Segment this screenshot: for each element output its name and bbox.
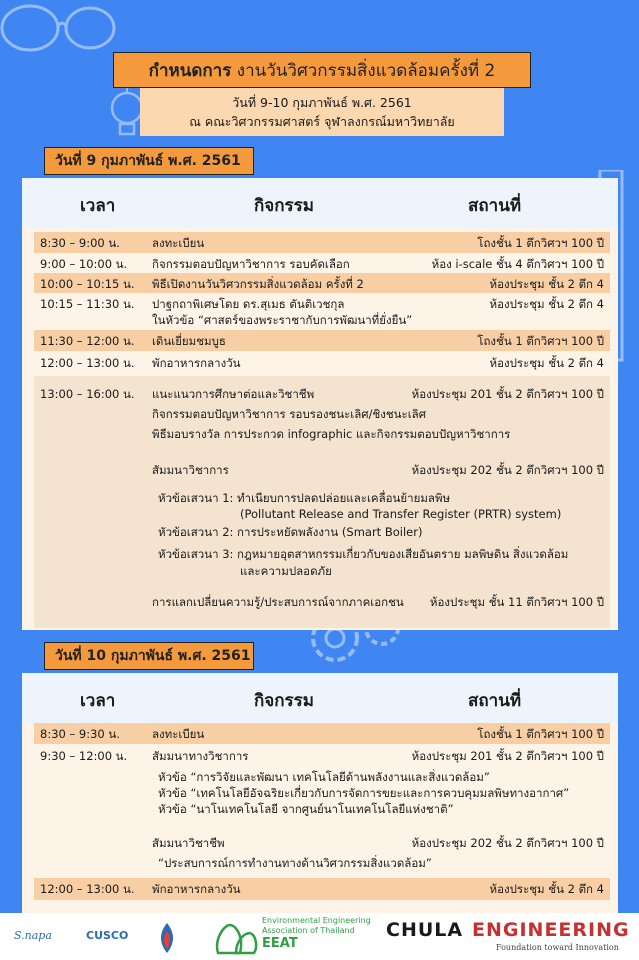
topic-2: หัวข้อเสวนา 2: การประหยัดพลังงาน (Smart Boiler) — [158, 525, 423, 539]
row-time: 8:30 – 9:00 น. — [40, 236, 120, 250]
page-title — [113, 52, 531, 88]
row-time: 9:00 – 10:00 น. — [40, 257, 128, 271]
row-activity-detail: ในหัวข้อ “ศาสตร์ของพระราชากับการพัฒนาที่ยั่งยืน” — [152, 313, 413, 327]
row-time: 8:30 – 9:30 น. — [40, 727, 120, 741]
professional-seminar: สัมมนาวิชาชีพ — [152, 836, 225, 850]
row-place: โถงชั้น 1 ตึกวิศวฯ 100 ปี — [477, 334, 604, 348]
day1-table-header — [22, 178, 618, 228]
row-activity: พักอาหารกลางวัน — [152, 356, 241, 370]
day2-schedule-panel — [22, 673, 618, 913]
title-rest: งานวันวิศวกรรมสิ่งแวดล้อมครั้งที่ 2 — [236, 61, 496, 81]
chula-logo: CHULA — [386, 919, 464, 941]
table-row — [34, 253, 610, 273]
table-row — [34, 352, 610, 374]
academic-topic-1: หัวข้อ “การวิจัยและพัฒนา เทคโนโลยีด้านพลังงานและสิ่งแวดล้อม” — [158, 770, 490, 784]
engineering-logo: ENGINEERING — [472, 919, 630, 941]
snapa-logo: S.napa — [14, 929, 52, 942]
row-place: ห้องประชุม 201 ชั้น 2 ตึกวิศวฯ 100 ปี — [411, 749, 604, 763]
table-row — [34, 878, 610, 900]
row-time: 10:00 – 10:15 น. — [40, 277, 135, 291]
row-activity: ลงทะเบียน — [152, 727, 205, 741]
event-subtitle — [140, 88, 504, 136]
eeat-name — [262, 916, 371, 952]
col-time-header: เวลา — [80, 691, 116, 711]
day1-schedule-panel — [22, 178, 618, 630]
topic-3: หัวข้อเสวนา 3: กฎหมายอุตสาหกรรมเกี่ยวกับของเสียอันตราย มลพิษดิน สิ่งแวดล้อม — [158, 547, 569, 561]
col-place-header: สถานที่ — [468, 691, 522, 711]
row-activity: พักอาหารกลางวัน — [152, 882, 241, 896]
engineering-tagline: Foundation toward Innovation — [496, 943, 619, 952]
seminar-place: ห้องประชุม 202 ชั้น 2 ตึกวิศวฯ 100 ปี — [411, 463, 604, 477]
topic-1: หัวข้อเสวนา 1: ทำเนียบการปลดปล่อยและเคลื่อนย้ายมลพิษ — [158, 491, 451, 505]
row-time: 12:00 – 13:00 น. — [40, 356, 135, 370]
cusco-logo: CUSCO — [86, 929, 129, 942]
professional-seminar-topic: “ประสบการณ์การทำงานทางด้านวิศวกรรมสิ่งแวดล้อม” — [158, 856, 432, 870]
eeat-tree-logo-icon — [214, 919, 258, 955]
row-time: 9:30 – 12:00 น. — [40, 749, 128, 763]
row-activity: ปาฐกถาพิเศษโดย ดร.สุเมธ ตันติเวชกุล — [152, 297, 345, 311]
table-row — [34, 723, 610, 744]
eeat-line1: Environmental Engineering — [262, 916, 371, 925]
day2-table-header — [22, 673, 618, 723]
col-activity-header: กิจกรรม — [254, 196, 315, 216]
academic-topic-3: หัวข้อ “นาโนเทคโนโลยี จากศูนย์นาโนเทคโนโลยีแห่งชาติ” — [158, 802, 454, 816]
table-row — [34, 293, 610, 329]
event-venue: ณ คณะวิศวกรรมศาสตร์ จุฬาลงกรณ์มหาวิทยาลัย — [189, 114, 455, 129]
private-exchange-place: ห้องประชุม ชั้น 11 ตึกวิศวฯ 100 ปี — [429, 595, 604, 609]
day2-label: วันที่ 10 กุมภาพันธ์ พ.ศ. 2561 — [44, 642, 254, 670]
col-place-header: สถานที่ — [468, 196, 522, 216]
row-activity: กิจกรรมตอบปัญหาวิชาการ รอบคัดเลือก — [152, 257, 350, 271]
afternoon-block — [34, 376, 610, 628]
table-row — [34, 330, 610, 351]
seminar-title: สัมมนาวิชาการ — [152, 463, 229, 477]
table-row — [34, 232, 610, 253]
row-place: โถงชั้น 1 ตึกวิศวฯ 100 ปี — [477, 236, 604, 250]
row-activity: พิธีเปิดงานวันวิศวกรรมสิ่งแวดล้อม ครั้งที่ 2 — [152, 277, 364, 291]
row-place: ห้อง i-scale ชั้น 4 ตึกวิศวฯ 100 ปี — [431, 257, 604, 271]
row-place: ห้องประชุม ชั้น 2 ตึก 4 — [489, 297, 604, 311]
row-place: ห้องประชุม ชั้น 2 ตึก 4 — [489, 356, 604, 370]
sponsor-footer — [0, 913, 639, 960]
row-activity: สัมมนาทางวิชาการ — [152, 749, 249, 763]
topic-3-detail: และความปลอดภัย — [240, 564, 332, 578]
event-date: วันที่ 9-10 กุมภาพันธ์ พ.ศ. 2561 — [232, 95, 412, 110]
col-time-header: เวลา — [80, 196, 116, 216]
row-activity: เดินเยี่ยมชมบูธ — [152, 334, 226, 348]
university-emblem-icon — [155, 921, 179, 955]
award-ceremony: พิธีมอบรางวัล การประกวด infographic และกิจกรรมตอบปัญหาวิชาการ — [152, 427, 511, 441]
row-place: โถงชั้น 1 ตึกวิศวฯ 100 ปี — [477, 727, 604, 741]
table-row — [34, 745, 610, 879]
eeat-line2: Association of Thailand — [262, 926, 355, 935]
row-time: 12:00 – 13:00 น. — [40, 882, 135, 896]
row-place: ห้องประชุม ชั้น 2 ตึก 4 — [489, 882, 604, 896]
eeat-abbr: EEAT — [262, 936, 298, 951]
table-row — [34, 273, 610, 293]
row-time: 10:15 – 11:30 น. — [40, 297, 135, 311]
career-guidance-place: ห้องประชุม 201 ชั้น 2 ตึกวิศวฯ 100 ปี — [411, 387, 604, 401]
private-exchange: การแลกเปลี่ยนความรู้/ประสบการณ์จากภาคเอกชน — [152, 595, 404, 609]
topic-1-detail: (Pollutant Release and Transfer Register (PRTR) system) — [240, 507, 562, 521]
row-activity: ลงทะเบียน — [152, 236, 205, 250]
glasses-doodle-icon — [0, 0, 120, 70]
row-place: ห้องประชุม ชั้น 2 ตึก 4 — [489, 277, 604, 291]
career-guidance: แนะแนวการศึกษาต่อและวิชาชีพ — [152, 387, 315, 401]
quiz-final: กิจกรรมตอบปัญหาวิชาการ รอบรองชนะเลิศ/ชิงชนะเลิศ — [152, 407, 427, 421]
academic-topic-2: หัวข้อ “เทคโนโลยีอัจฉริยะเกี่ยวกับการจัดการขยะและการควบคุมมลพิษทางอากาศ” — [158, 786, 570, 800]
professional-seminar-place: ห้องประชุม 202 ชั้น 2 ตึกวิศวฯ 100 ปี — [411, 836, 604, 850]
row-time: 11:30 – 12:00 น. — [40, 334, 135, 348]
day1-label: วันที่ 9 กุมภาพันธ์ พ.ศ. 2561 — [44, 147, 254, 175]
col-activity-header: กิจกรรม — [254, 691, 315, 711]
title-bold: กำหนดการ — [148, 61, 232, 81]
row-time: 13:00 – 16:00 น. — [40, 387, 135, 401]
